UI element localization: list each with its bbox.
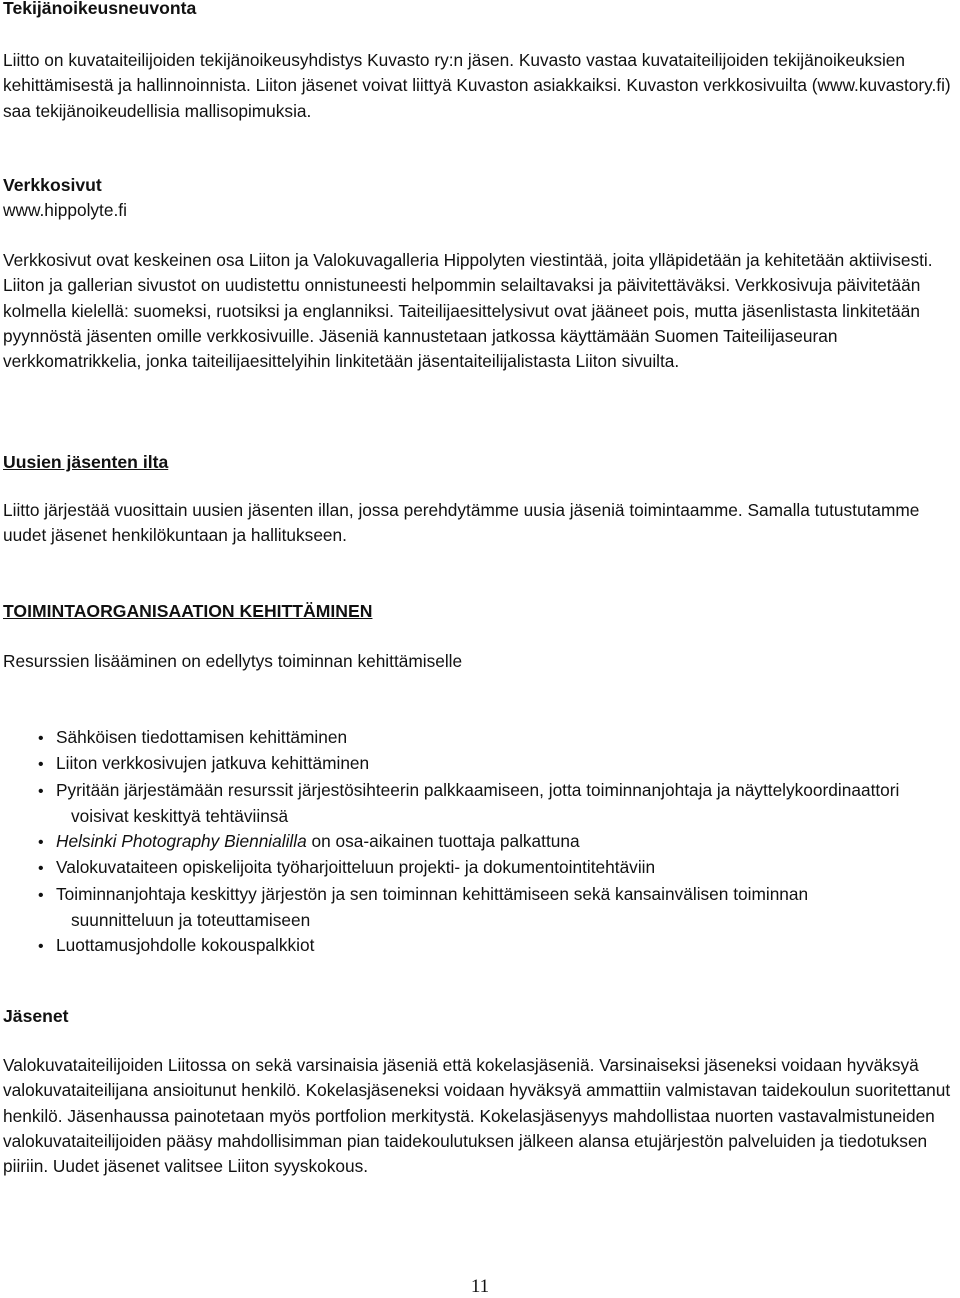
heading-verkkosivut: Verkkosivut — [3, 175, 102, 195]
paragraph-members: Valokuvataiteilijoiden Liitossa on sekä varsinaisia jäseniä että kokelasjäseniä. Varsinaiseksi jäseneksi voidaan hyväksyä valokuvataiteilijana ansioitunut henkilö. Kokelasjäseneksi voidaan hyväksyä ammattiin valmistavan taidekoulun suoritettanut henkilö. Jäsenhaussa painotetaan myös portfolion merkitystä. Kokelasjäsenyys mahdollistaa nuorten vastavalmistuneiden valokuvataiteilijoiden pääsy mahdollisimman pian taidekoulutuksen jälkeen alansa etujärjestön palveluiden ja tiedotuksen piiriin. Uudet jäsenet valitsee Liiton syyskokous. — [3, 1055, 951, 1177]
heading-toimintaorganisaatio: TOIMINTAORGANISAATION KEHITTÄMINEN — [3, 601, 373, 621]
list-item-text: Pyritään järjestämään resurssit järjestösihteerin palkkaamiseen, jotta toiminnanjohtaja ja näyttelykoordinaattori voisivat keskittyä tehtäviinsä — [56, 779, 900, 826]
list-item-italic-text: Helsinki Photography Biennialilla — [56, 831, 307, 852]
list-item-text: on osa-aikainen tuottaja palkattuna — [306, 831, 580, 852]
list-item: • Valokuvataiteen opiskelijoita työharjoitteluun projekti- ja dokumentointitehtäviin — [38, 857, 656, 878]
list-item-text: Luottamusjohdolle kokouspalkkiot — [56, 935, 315, 956]
list-item: • Pyritään järjestämään resurssit järjestösihteerin palkkaamiseen, jotta toiminnanjohtaja ja näyttelykoordinaattori voisivat keskittyä tehtäviinsä — [38, 779, 900, 826]
website-url: www.hippolyte.fi — [3, 200, 127, 220]
list-item: • Luottamusjohdolle kokouspalkkiot — [38, 935, 315, 956]
list-item-text: Liiton verkkosivujen jatkuva kehittäminen — [56, 753, 370, 774]
paragraph-org-intro: Resurssien lisääminen on edellytys toiminnan kehittämiselle — [3, 651, 463, 671]
page-number: 11 — [470, 1276, 490, 1297]
list-item-text: Valokuvataiteen opiskelijoita työharjoitteluun projekti- ja dokumentointitehtäviin — [56, 857, 656, 878]
list-item-text: Toiminnanjohtaja keskittyy järjestön ja sen toiminnan kehittämiseen sekä kansainvälisen toiminnan suunnitteluun ja toteuttamiseen — [56, 883, 809, 931]
list-item: • Helsinki Photography Biennialilla on osa-aikainen tuottaja palkattuna — [38, 831, 580, 852]
heading-uusien-jasenten-ilta: Uusien jäsenten ilta — [3, 452, 169, 472]
paragraph-web: Verkkosivut ovat keskeinen osa Liiton ja Valokuvagalleria Hippolyten viestintää, joita ylläpidetään ja kehitetään aktiivisesti. Liiton ja gallerian sivustot on uudistettu onnistuneesti helpommin selailtavaksi ja päivitettäväksi. Verkkosivuja päivitetään kolmella kielellä: suomeksi, ruotsiksi ja englanniksi. Taiteilijaesittelysivut ovat jääneet pois, mutta jäsenlistasta linkitetään pyynnöstä jäsenten omille verkkosivuille. Jäseniä kannustetaan jatkossa käyttämään Suomen Taiteilijaseuran verkkomatrikkelia, jonka taiteilijaesittelyihin linkitetään jäsentaiteilijalistasta Liiton sivuilta. — [3, 250, 933, 372]
list-item-text: Sähköisen tiedottamisen kehittäminen — [56, 727, 348, 747]
heading-jasenet: Jäsenet — [3, 1006, 69, 1026]
paragraph-rights: Liitto on kuvataiteilijoiden tekijänoikeusyhdistys Kuvasto ry:n jäsen. Kuvasto vastaa kuvataiteilijoiden tekijänoikeuksien kehittämisestä ja hallinnoinnista. Liiton jäsenet voivat liittyä Kuvaston asiakkaiksi. Kuvaston verkkosivuilta (www.kuvastory.fi) saa tekijänoikeudellisia mallisopimuksia. — [3, 50, 951, 121]
paragraph-new-members: Liitto järjestää vuosittain uusien jäsenten illan, jossa perehdytämme uusia jäseniä toimintaamme. Samalla tutustutamme uudet jäsenet henkilökuntaan ja hallitukseen. — [3, 500, 920, 546]
list-item: • Toiminnanjohtaja keskittyy järjestön ja sen toiminnan kehittämiseen sekä kansainvälisen toiminnan suunnitteluun ja toteuttamiseen — [38, 883, 809, 931]
list-item: • Liiton verkkosivujen jatkuva kehittäminen — [38, 753, 370, 774]
list-item: • Sähköisen tiedottamisen kehittäminen — [38, 727, 348, 747]
heading-tekijanoikeusneuvonta: Tekijänoikeusneuvonta — [3, 0, 197, 18]
development-list — [0, 725, 960, 960]
